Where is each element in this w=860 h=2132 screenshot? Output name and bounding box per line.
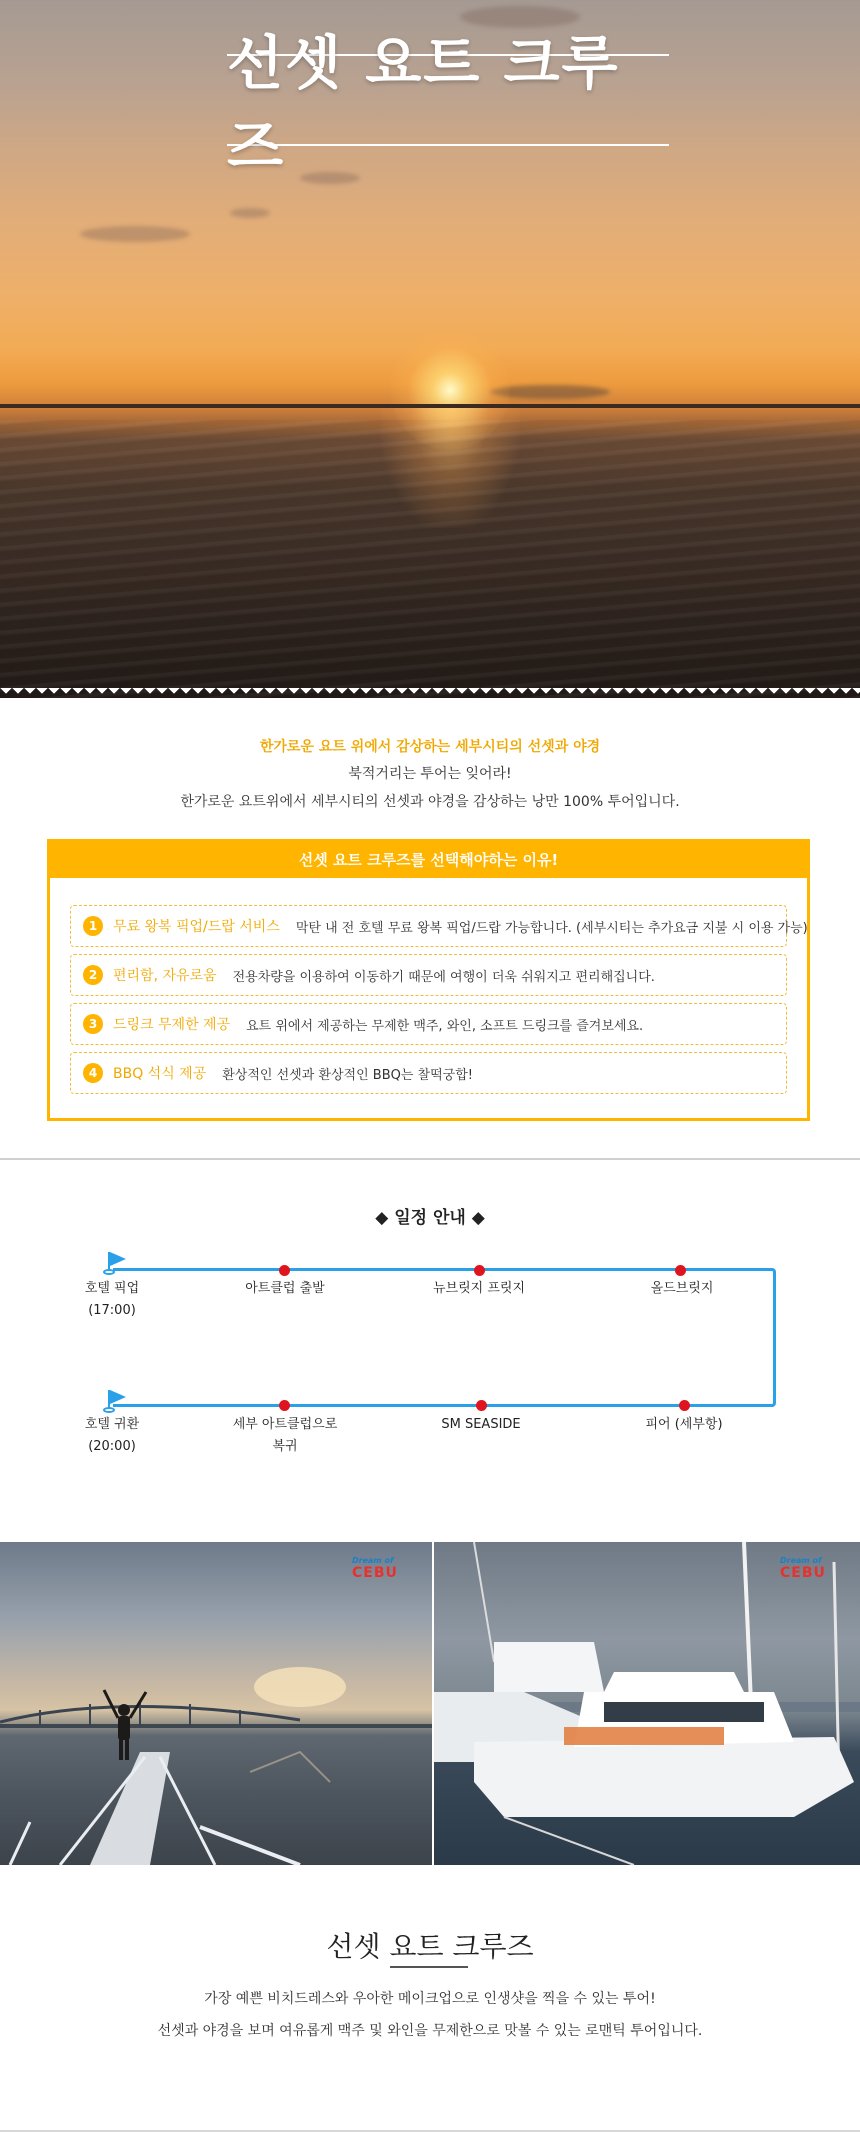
reason-desc: 요트 위에서 제공하는 무제한 맥주, 와인, 소프트 드링크를 즐겨보세요.: [246, 1018, 644, 1034]
bottom-desc-line: 가장 예쁜 비치드레스와 우아한 메이크업으로 인생샷을 찍을 수 있는 투어!: [204, 1991, 656, 2007]
stop-label: 아트클럽 출발: [245, 1281, 325, 1296]
logo-line1: Dream of: [780, 1556, 822, 1565]
bottom-title: 선셋 요트 크루즈: [326, 1930, 534, 1963]
stop-time: (20:00): [88, 1439, 136, 1454]
stop-label: 세부 아트클럽으로: [232, 1417, 338, 1432]
reason-item: [70, 905, 808, 947]
hero-title-frame: [227, 29, 669, 181]
section-divider: [0, 1158, 860, 1160]
stop-dot: [675, 1265, 686, 1276]
reason-item: [70, 954, 787, 996]
stop-sm-seaside: [411, 1414, 551, 1436]
stop-dot: [474, 1265, 485, 1276]
stop-artclub-return: [215, 1414, 355, 1458]
logo-line2: CEBU: [780, 1565, 826, 1581]
logo-line2: CEBU: [352, 1565, 398, 1581]
reason-number-badge: 2: [83, 965, 103, 985]
reason-desc: 막탄 내 전 호텔 무료 왕복 픽업/드랍 가능합니다. (세부시티는 추가요금 지불 시 이용 가능): [295, 920, 808, 936]
stop-label-sub: 복귀: [272, 1439, 298, 1454]
intro-line: 한가로운 요트위에서 세부시티의 선셋과 야경을 감상하는 낭만 100% 투어입니다.: [180, 794, 680, 810]
stop-label: 호텔 귀환: [84, 1417, 140, 1432]
flag-icon: [106, 1388, 128, 1414]
stop-dot: [476, 1400, 487, 1411]
sea-waves: [0, 420, 860, 698]
stop-pier: [614, 1414, 754, 1436]
stop-dot: [679, 1400, 690, 1411]
zigzag-divider: [0, 688, 860, 700]
reason-number-badge: 1: [83, 916, 103, 936]
photo-scene: [434, 1542, 860, 1865]
stop-label: 뉴브릿지 프릿지: [432, 1281, 526, 1296]
reason-title: 편리함, 자유로움: [113, 968, 217, 984]
reasons-box: [47, 839, 810, 1121]
reason-item: [70, 1003, 787, 1045]
cloud-shape: [230, 208, 270, 218]
bottom-description: [0, 1983, 860, 2047]
schedule-title: ◆ 일정 안내 ◆: [375, 1208, 485, 1228]
reason-title: 드링크 무제한 제공: [113, 1017, 231, 1033]
stop-dot: [279, 1265, 290, 1276]
stop-label: 호텔 픽업: [84, 1281, 140, 1296]
hero-banner: [0, 0, 860, 698]
reason-list: [70, 905, 808, 1101]
reason-title: 무료 왕복 픽업/드랍 서비스: [113, 919, 280, 935]
reason-desc: 전용차량을 이용하여 이동하기 때문에 여행이 더욱 쉬워지고 편리해집니다.: [232, 969, 655, 985]
stop-label: SM SEASIDE: [441, 1417, 521, 1432]
stop-new-bridge: [409, 1278, 549, 1300]
flag-icon: [106, 1250, 128, 1276]
stop-artclub-depart: [215, 1278, 355, 1300]
reason-number-badge: 4: [83, 1063, 103, 1083]
reason-desc: 환상적인 선셋과 환상적인 BBQ는 찰떡궁합!: [222, 1067, 473, 1083]
catamaran-photo: [434, 1542, 860, 1865]
sunset-yacht-photo: [0, 1542, 432, 1865]
intro-line: 북적거리는 투어는 잊어라!: [348, 766, 512, 782]
stop-label: 올드브릿지: [650, 1281, 714, 1296]
stop-dot: [279, 1400, 290, 1411]
reason-item: [70, 1052, 787, 1094]
stop-old-bridge: [612, 1278, 752, 1300]
stop-hotel-return: [42, 1414, 182, 1458]
stop-time: (17:00): [88, 1303, 136, 1318]
brand-logo: [352, 1556, 418, 1582]
intro-headline: 한가로운 요트 위에서 감상하는 세부시티의 선셋과 야경: [259, 739, 601, 755]
cloud-shape: [80, 226, 190, 242]
photo-scene: [0, 1542, 432, 1865]
reason-title: BBQ 석식 제공: [113, 1066, 207, 1082]
stop-hotel-pickup: [42, 1278, 182, 1322]
logo-line1: Dream of: [352, 1556, 394, 1565]
title-underline: [390, 1966, 468, 1968]
hero-title: 선셋 요트 크루즈: [227, 29, 620, 181]
reason-number-badge: 3: [83, 1014, 103, 1034]
reasons-header: 선셋 요트 크루즈를 선택해야하는 이유!: [50, 842, 807, 878]
bottom-desc-line: 선셋과 야경을 보며 여유롭게 맥주 및 와인을 무제한으로 맛볼 수 있는 로맨틱 투어입니다.: [157, 2023, 703, 2039]
stop-label: 피어 (세부항): [645, 1417, 723, 1432]
intro-section: [0, 735, 860, 815]
brand-logo: [780, 1556, 846, 1582]
